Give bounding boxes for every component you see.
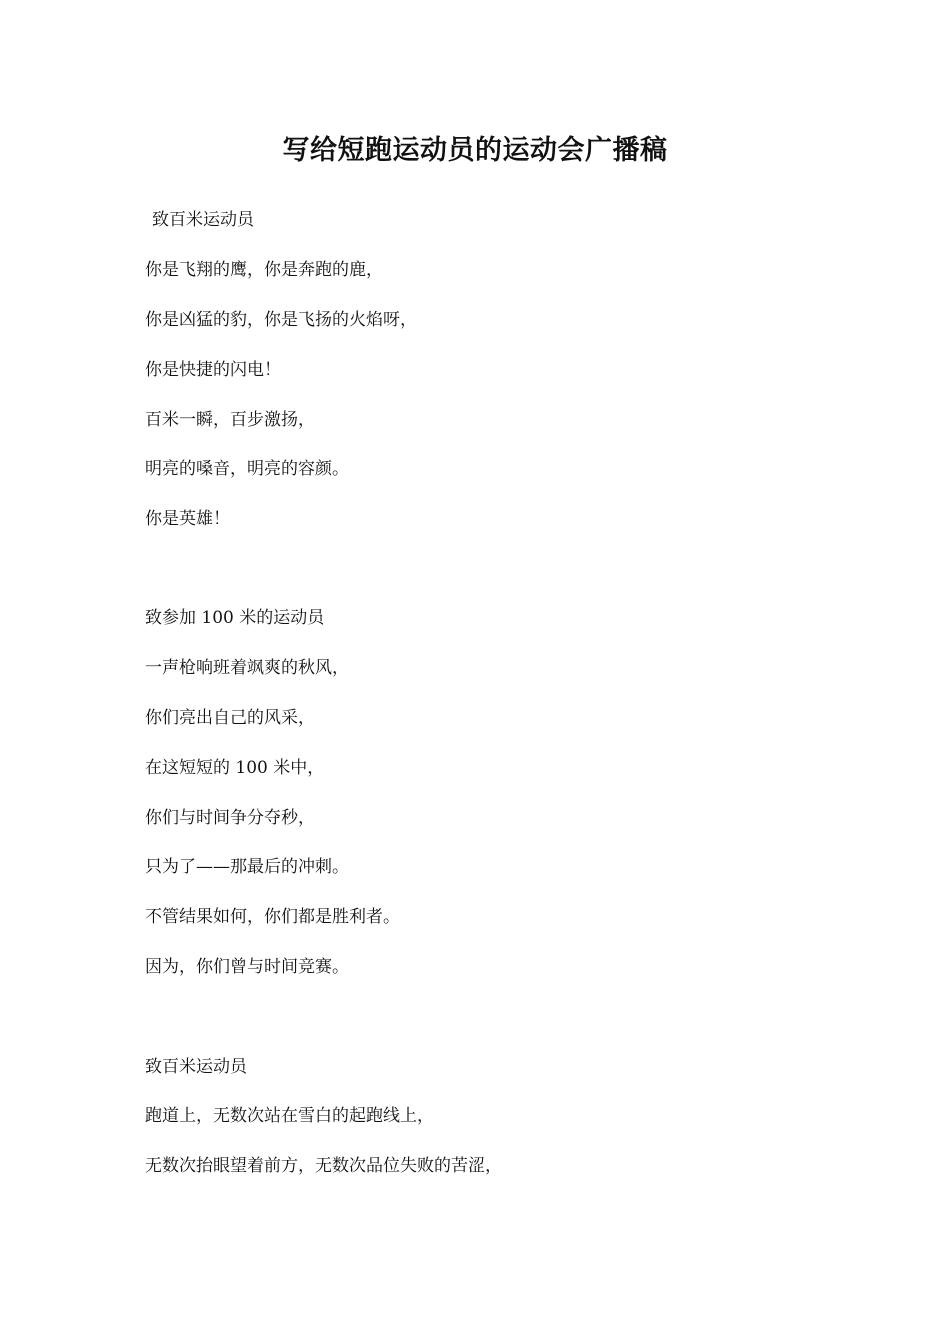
poem1-line: 百米一瞬，百步激扬， <box>145 410 315 430</box>
poem1-heading: 致百米运动员 <box>152 210 254 230</box>
poem3-heading: 致百米运动员 <box>145 1057 247 1077</box>
poem3-line: 无数次抬眼望着前方，无数次品位失败的苦涩， <box>145 1156 502 1176</box>
poem2-line: 不管结果如何，你们都是胜利者。 <box>145 907 400 927</box>
poem1-line: 你是飞翔的鹰，你是奔跑的鹿， <box>145 260 383 280</box>
poem1-line: 你是快捷的闪电！ <box>145 360 281 380</box>
poem2-line: 在这短短的 100 米中， <box>145 758 325 778</box>
poem1-line: 你是凶猛的豹，你是飞扬的火焰呀， <box>145 310 417 330</box>
poem2-line: 你们亮出自己的风采， <box>145 708 315 728</box>
document-title: 写给短跑运动员的运动会广播稿 <box>282 135 668 166</box>
poem1-line: 明亮的嗓音，明亮的容颜。 <box>145 459 349 479</box>
poem2-heading: 致参加 100 米的运动员 <box>145 608 325 628</box>
poem2-line: 你们与时间争分夺秒， <box>145 808 315 828</box>
poem2-line: 因为，你们曾与时间竞赛。 <box>145 957 349 977</box>
poem2-line: 一声枪响班着飒爽的秋风， <box>145 658 349 678</box>
poem3-line: 跑道上，无数次站在雪白的起跑线上， <box>145 1106 434 1126</box>
poem2-line: 只为了——那最后的冲刺。 <box>145 857 349 877</box>
poem1-line: 你是英雄！ <box>145 509 230 529</box>
